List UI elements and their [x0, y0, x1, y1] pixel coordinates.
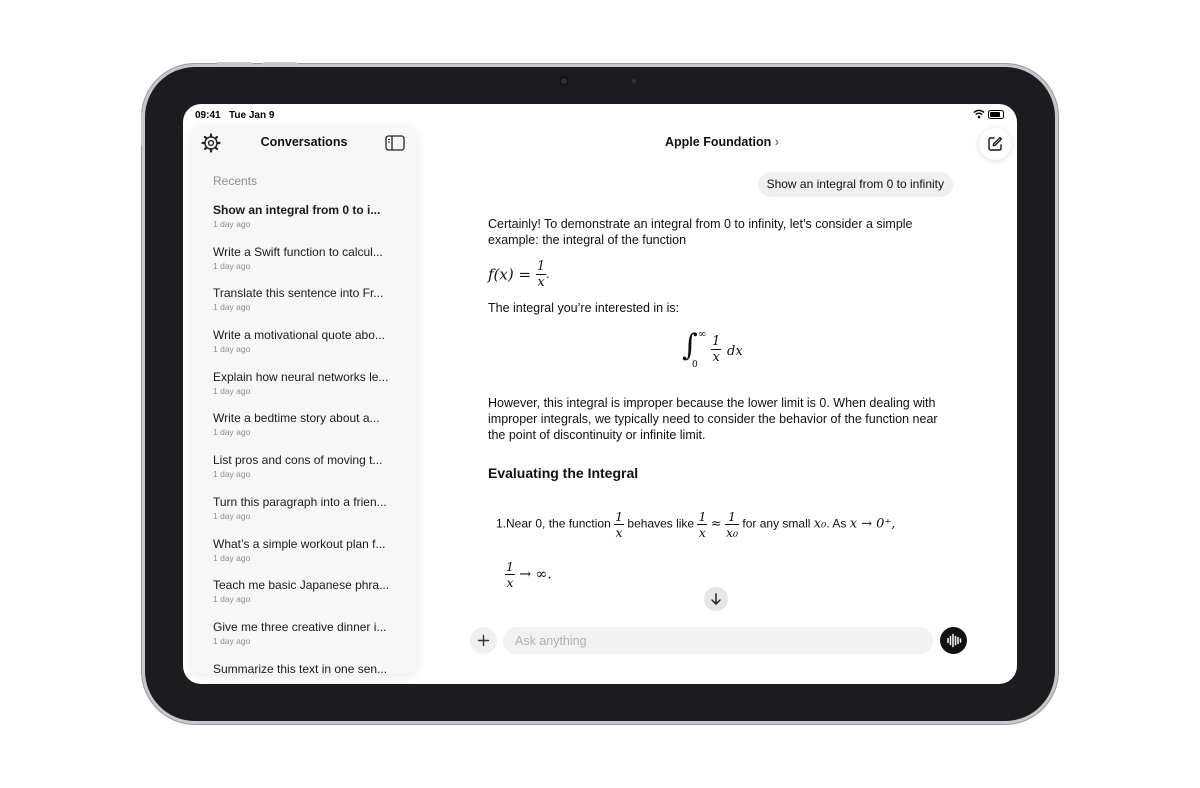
fraction-denominator: x₀ [726, 525, 739, 540]
section-heading: Evaluating the Integral [488, 465, 639, 481]
fraction-numerator: 1 [536, 259, 546, 274]
conversation-item[interactable] [213, 370, 403, 412]
function-lhs: f(x) = [488, 265, 532, 284]
fraction-denominator: x [537, 275, 545, 290]
app-screen [183, 104, 1017, 684]
conversation-title: List pros and cons of moving t... [213, 453, 383, 468]
fraction-numerator: 1 [698, 509, 707, 524]
function-period: . [546, 268, 550, 281]
arrow-infinity: → ∞. [519, 566, 552, 583]
top-button-left [217, 62, 253, 67]
conversation-time: 1 day ago [213, 469, 251, 480]
conversation-title: Show an integral from 0 to i... [213, 203, 381, 217]
approx-symbol: ≈ [710, 516, 722, 532]
limit-expression: x → 0⁺, [849, 516, 896, 532]
integral-sign: ∫ [682, 328, 698, 363]
list-item-text-a: Near 0, the function [506, 516, 611, 531]
conversation-title: Write a Swift function to calcul... [213, 244, 383, 259]
conversation-time: 1 day ago [213, 344, 251, 355]
conversation-title: Turn this paragraph into a frien... [213, 494, 387, 509]
plus-icon [470, 627, 497, 654]
integral-expression [682, 326, 772, 376]
conversation-item[interactable] [213, 286, 403, 328]
integral-lower-limit: 0 [692, 360, 698, 370]
x0-symbol: x₀ [813, 516, 827, 532]
conversation-title: Teach me basic Japanese phra... [213, 578, 390, 593]
fraction-numerator: 1 [728, 509, 736, 524]
integral-dx: dx [727, 344, 743, 359]
conversation-title: Translate this sentence into Fr... [213, 286, 384, 301]
ambient-sensor [632, 79, 636, 83]
recents-label: Recents [213, 174, 258, 188]
conversation-title: Explain how neural networks le... [213, 369, 389, 384]
side-button [141, 112, 145, 146]
conversation-time: 1 day ago [213, 552, 251, 563]
conversation-time: 1 day ago [213, 385, 251, 396]
conversation-item[interactable] [213, 662, 403, 674]
list-fraction-a [614, 509, 624, 540]
conversation-time: 1 day ago [213, 219, 251, 229]
conversation-time: 1 day ago [213, 594, 251, 605]
wifi-icon [973, 109, 985, 119]
list-fraction-c [725, 509, 739, 540]
conversation-title: Write a motivational quote abo... [213, 328, 385, 343]
top-button-right [262, 62, 298, 67]
conversation-title: Write a bedtime story about a... [213, 411, 380, 426]
message-input[interactable] [503, 627, 933, 654]
conversation-item[interactable] [213, 328, 403, 370]
list-item-text-b: behaves like [627, 516, 695, 531]
conversation-item[interactable] [213, 453, 403, 495]
function-fraction [536, 259, 546, 290]
conversation-item[interactable] [213, 245, 403, 287]
voice-mode-button[interactable] [940, 627, 967, 654]
conversation-item[interactable] [213, 537, 403, 579]
status-date: Tue Jan 9 [229, 110, 275, 121]
fraction-numerator: 1 [712, 334, 721, 349]
status-bar [183, 104, 1017, 126]
fraction-denominator: x [712, 350, 720, 365]
compose-button[interactable] [979, 128, 1011, 160]
fraction-denominator: x [615, 525, 623, 540]
status-time: 09:41 [195, 110, 221, 121]
chat-title[interactable] [665, 135, 779, 149]
chevron-right-icon: › [774, 135, 779, 149]
integrand-fraction [711, 334, 721, 365]
reply-interest-line: The integral you’re interested in is: [488, 301, 680, 315]
battery-icon [988, 110, 1004, 119]
conversation-item[interactable] [213, 620, 403, 662]
fraction-numerator: 1 [506, 559, 514, 574]
list-item-text-d: . As [826, 516, 847, 531]
limit-result [505, 559, 552, 590]
list-fraction-b [697, 509, 707, 540]
waveform-icon [940, 627, 967, 654]
conversation-item[interactable] [213, 411, 403, 453]
function-definition [488, 259, 550, 290]
conversation-time: 1 day ago [213, 427, 251, 438]
conversation-item[interactable] [213, 495, 403, 537]
sidebar-toggle-icon[interactable] [385, 135, 405, 151]
conversation-title: Give me three creative dinner i... [213, 619, 387, 634]
list-item-number: 1. [496, 516, 507, 531]
sidebar-title: Conversations [260, 135, 348, 149]
conversation-item[interactable] [213, 203, 403, 245]
conversation-time: 1 day ago [213, 635, 251, 646]
conversation-title: What’s a simple workout plan f... [213, 536, 386, 551]
scroll-to-bottom-button[interactable] [704, 587, 728, 611]
compose-icon [987, 136, 1003, 152]
conversation-time: 1 day ago [213, 510, 251, 521]
limit-fraction [505, 559, 515, 590]
arrow-down-icon [704, 587, 728, 611]
conversation-list [213, 203, 403, 674]
reply-intro: Certainly! To demonstrate an integral from 0 to infinity, let’s consider a simple example: the integral of the function [488, 217, 913, 247]
fraction-numerator: 1 [615, 509, 624, 524]
conversation-item[interactable] [213, 578, 403, 620]
front-camera [559, 76, 569, 86]
fraction-denominator: x [506, 575, 514, 590]
reply-improper-paragraph: However, this integral is improper because the lower limit is 0. When dealing with improper integrals, we typically need to consider the behavior of the function near the point of discontinuity or infinite limit. [488, 396, 938, 442]
sidebar-header [191, 126, 417, 166]
conversation-time: 1 day ago [213, 260, 251, 271]
conversation-time: 1 day ago [213, 302, 251, 313]
add-attachment-button[interactable] [470, 627, 497, 654]
fraction-denominator: x [698, 525, 706, 540]
list-item-text-c: for any small [742, 516, 811, 531]
list-item-1 [496, 509, 895, 540]
integral-upper-limit: ∞ [698, 329, 707, 340]
user-message-bubble: Show an integral from 0 to infinity [758, 172, 953, 197]
conversation-title: Summarize this text in one sen... [213, 661, 388, 674]
chat-title-text: Apple Foundation [665, 135, 772, 149]
conversations-sidebar [191, 126, 417, 674]
